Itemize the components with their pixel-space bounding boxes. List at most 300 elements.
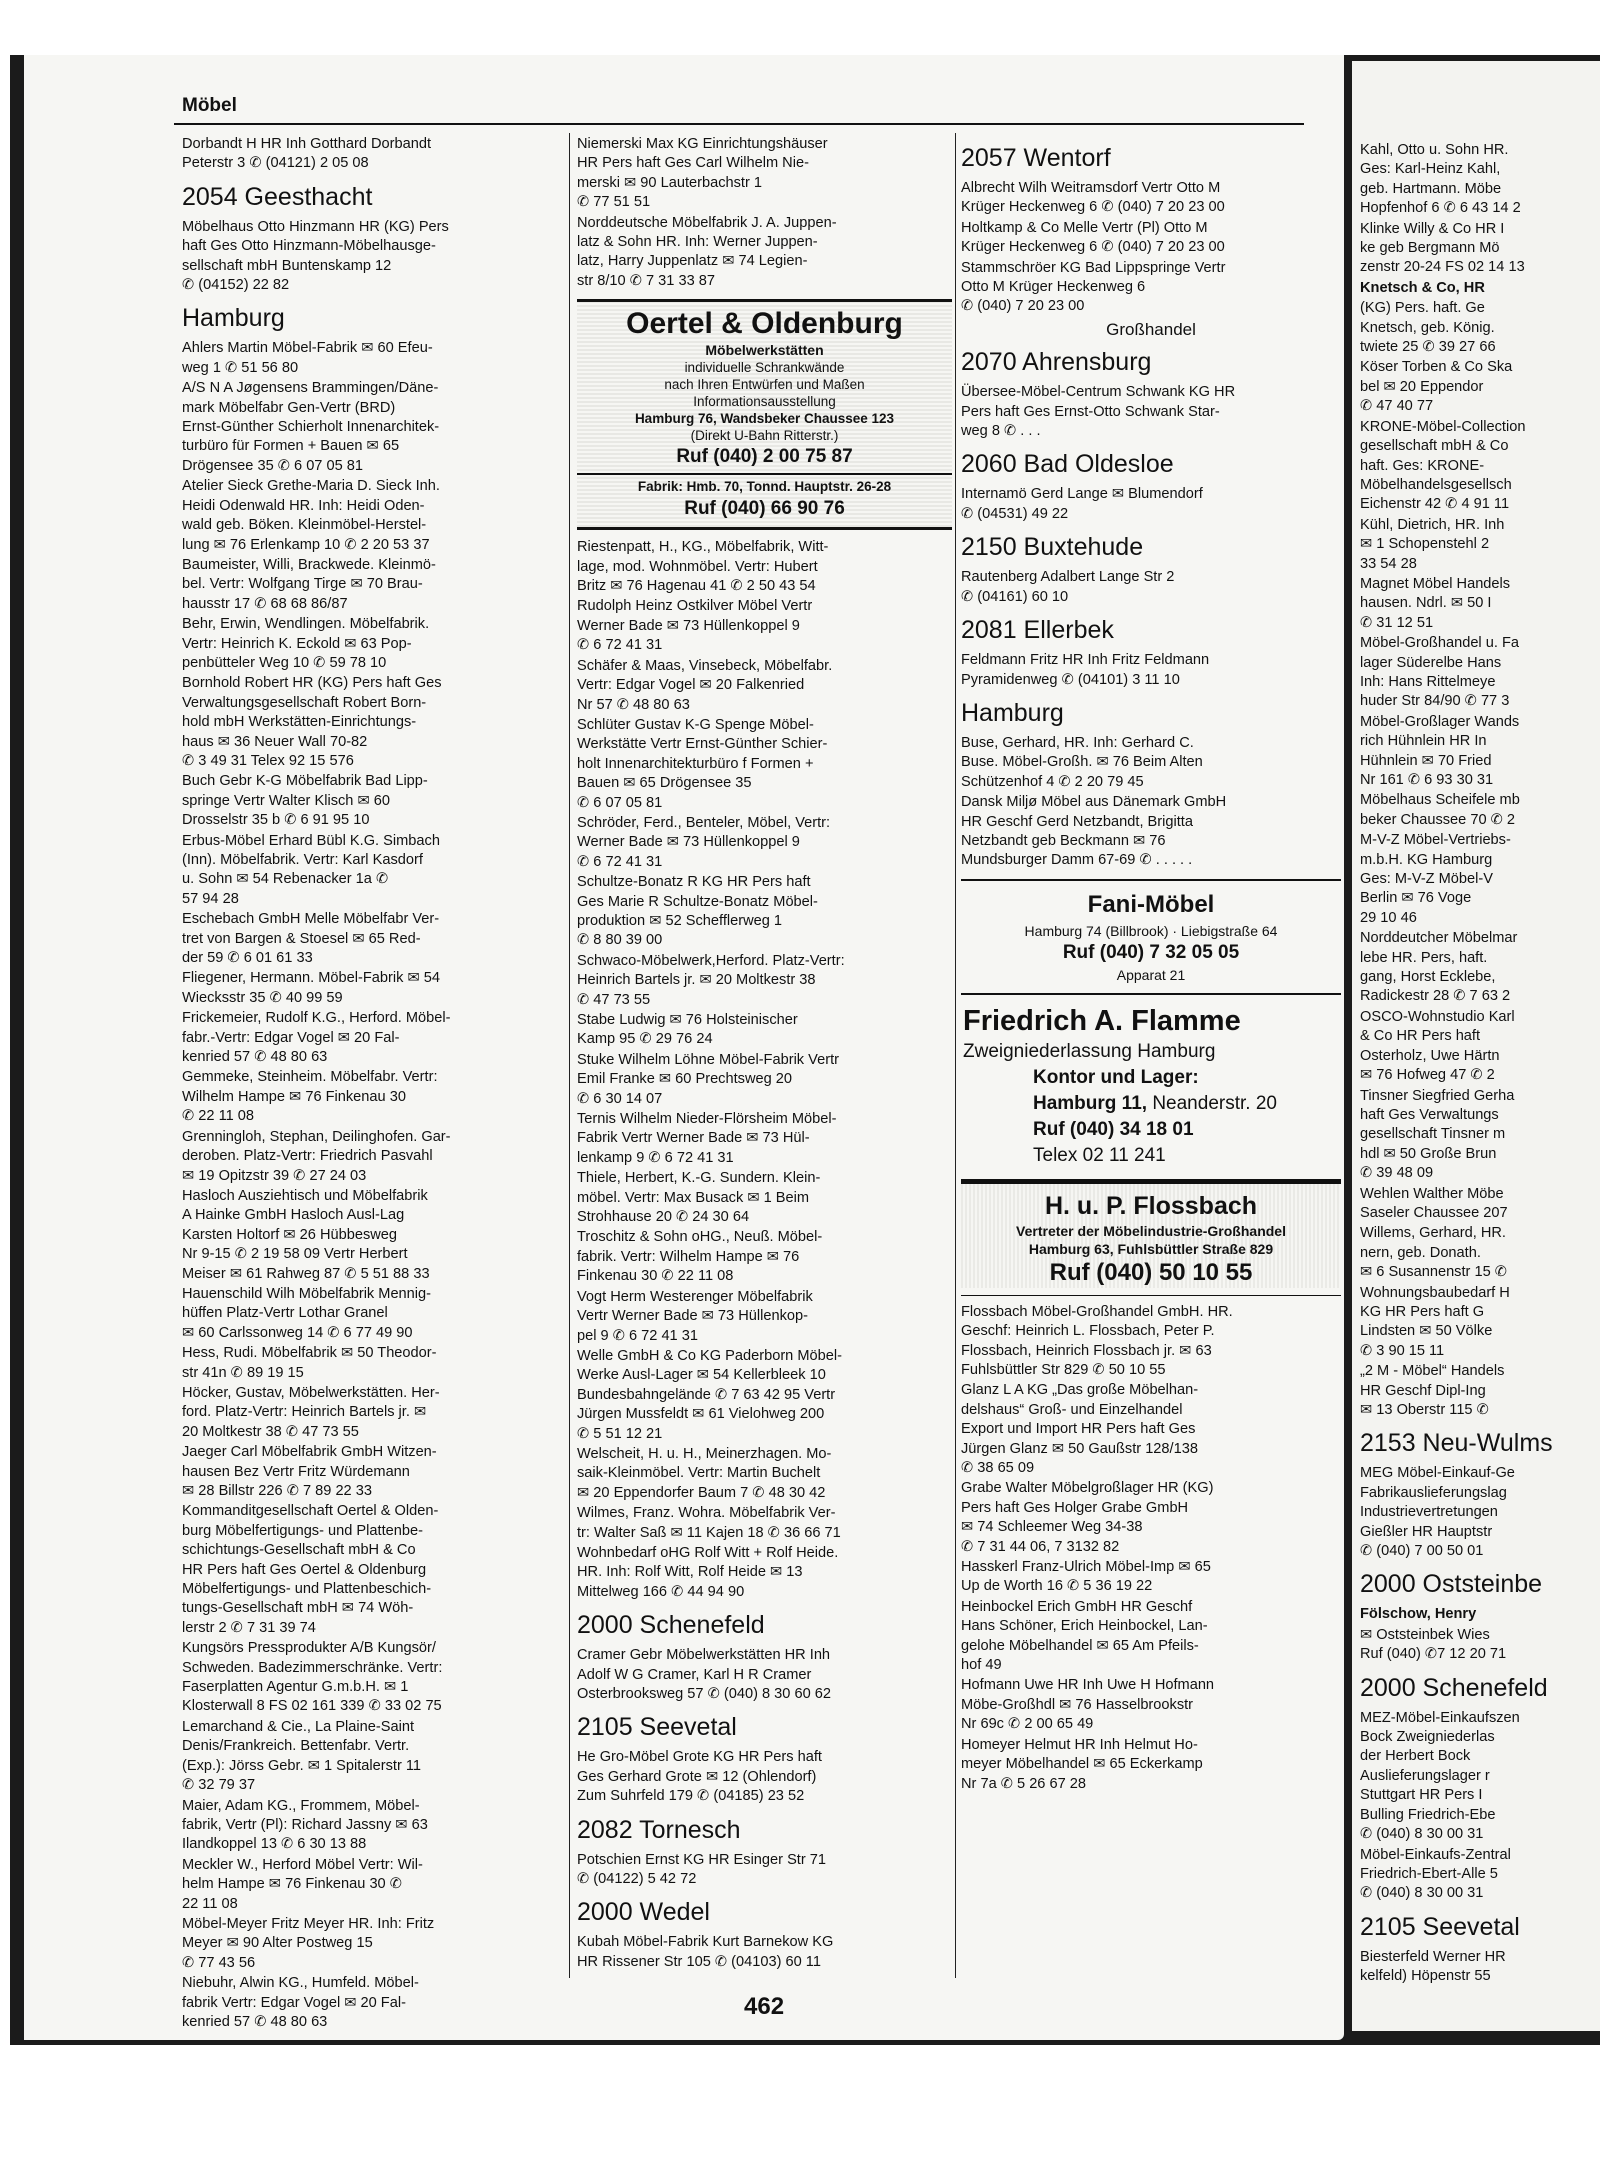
entry-line: Internamö Gerd Lange ✉ Blumendorf <box>961 486 1203 503</box>
entry-line: HR Pers haft Ges Carl Wilhelm Nie- <box>577 155 809 172</box>
entry-line: Schweden. Badezimmerschränke. Vertr: <box>182 1659 443 1676</box>
entry-line: gesellschaft mbH & Co <box>1360 438 1509 455</box>
entry-line: Schäfer & Maas, Vinsebeck, Möbelfabr. <box>577 657 833 674</box>
running-head: Möbel <box>182 95 237 116</box>
entry-line: Gießler HR Hauptstr <box>1360 1523 1493 1540</box>
entry-line: haft Ges Verwaltungs <box>1360 1106 1499 1123</box>
ad-oertel-oldenburg <box>577 299 952 530</box>
ad-address-city: Hamburg 11, <box>1033 1092 1148 1114</box>
ad-line: nach Ihren Entwürfen und Maßen <box>664 377 865 393</box>
directory-entry <box>1360 929 1600 1007</box>
entry-line: hausen Bez Vertr Fritz Würdemann <box>182 1463 410 1480</box>
directory-entry <box>182 615 557 673</box>
entry-line: Dorbandt H HR Inh Gotthard Dorbandt <box>182 136 432 152</box>
entry-line: Riestenpatt, H., KG., Möbelfabrik, Witt- <box>577 539 829 556</box>
directory-entry <box>182 1068 557 1126</box>
ad-separator <box>961 1295 1341 1296</box>
directory-entry <box>182 832 557 910</box>
directory-entry <box>961 1479 1341 1557</box>
entry-line: gelohe Möbelhandel ✉ 65 Am Pfeils- <box>961 1637 1199 1654</box>
entry-line: ✉ 13 Oberstr 115 ✆ <box>1360 1402 1489 1418</box>
entry-line: Frickemeier, Rudolf K.G., Herford. Möbel- <box>182 1010 451 1027</box>
ad-factory-phone: Ruf (040) 66 90 76 <box>684 498 845 520</box>
directory-entry <box>577 135 952 213</box>
entry-line: Fuhlsbüttler Str 829 ✆ 50 10 55 <box>961 1361 1166 1378</box>
directory-entry <box>182 910 557 968</box>
entry-line: ✆ (040) 7 20 23 00 <box>961 298 1085 315</box>
entry-line: Möbel-Meyer Fritz Meyer HR. Inh: Fritz <box>182 1915 435 1932</box>
directory-entry <box>577 1110 952 1168</box>
directory-entry <box>1360 1464 1600 1561</box>
ad-phone: Ruf (040) 7 32 05 05 <box>1062 941 1240 963</box>
directory-entry <box>961 1381 1341 1478</box>
entry-line: Norddeutsche Möbelfabrik J. A. Juppen- <box>577 214 837 231</box>
entry-line: Ges: M-V-Z Möbel-V <box>1360 871 1493 888</box>
ad-name: Oertel & Oldenburg <box>626 307 903 341</box>
directory-entry <box>182 339 557 378</box>
directory-entry <box>577 1011 952 1050</box>
entry-line: bel. Vertr: Wolfgang Tirge ✉ 70 Brau- <box>182 576 423 593</box>
book-scan <box>10 55 1600 2045</box>
entry-line: Bundesbahngelände ✆ 7 63 42 95 Vertr <box>577 1386 836 1403</box>
entry-line: Maier, Adam KG., Frommem, Möbel- <box>182 1797 420 1814</box>
entry-line: Magnet Möbel Handels <box>1360 575 1511 592</box>
directory-entry <box>182 1009 557 1067</box>
entry-line: Möbelhandelsgesellsch <box>1360 476 1512 493</box>
entry-line: Jürgen Glanz ✉ 50 Gaußstr 128/138 <box>961 1440 1198 1457</box>
entry-line: latz & Sohn HR. Inh: Werner Juppen- <box>577 234 818 251</box>
directory-entry <box>577 814 952 872</box>
directory-entry <box>577 1445 952 1503</box>
entry-line: Up de Worth 16 ✆ 5 36 19 22 <box>961 1578 1153 1595</box>
column-divider <box>955 133 956 1978</box>
entry-line: (Inn). Möbelfabrik. Vertr: Karl Kasdorf <box>182 852 423 868</box>
entry-line: Albrecht Wilh Weitramsdorf Vertr Otto M <box>961 180 1221 196</box>
directory-entry <box>577 716 952 813</box>
entry-line: Atelier Sieck Grethe-Maria D. Sieck Inh. <box>182 478 440 495</box>
directory-entry <box>182 218 557 296</box>
city-heading: 2000 Schenefeld <box>1360 1673 1548 1702</box>
city-heading: 2105 Seevetal <box>1360 1912 1520 1941</box>
entry-line: ✆ 47 40 77 <box>1360 398 1434 415</box>
entry-line: Eschebach GmbH Melle Möbelfabr Ver- <box>182 911 440 928</box>
entry-line: wald geb. Böken. Kleinmöbel-Herstel- <box>182 517 427 534</box>
entry-line: Wilmes, Franz. Wohra. Möbelfabrik Ver- <box>577 1505 836 1522</box>
directory-entry <box>182 1187 557 1284</box>
ad-address <box>963 1091 1341 1117</box>
entry-line: Willems, Gerhard, HR. <box>1360 1225 1506 1242</box>
entry-line: ✆ 31 12 51 <box>1360 614 1434 631</box>
directory-entry <box>182 1285 557 1343</box>
entry-line: HR. Inh: Rolf Witt, Rolf Heide ✉ 13 <box>577 1564 803 1581</box>
ad-phone: Ruf (040) 34 18 01 <box>1033 1118 1194 1140</box>
entry-line: Stuttgart HR Pers I <box>1360 1787 1483 1804</box>
ad-branch: Zweigniederlassung Hamburg <box>963 1040 1216 1062</box>
ad-separator <box>961 879 1341 881</box>
entry-line: ✆ 3 49 31 Telex 92 15 576 <box>182 752 354 769</box>
entry-line: lager Süderelbe Hans <box>1360 654 1502 671</box>
directory-entry <box>1360 1008 1600 1086</box>
entry-line: holt Innenarchitekturbüro f Formen + <box>577 755 814 772</box>
directory-entry <box>577 538 952 596</box>
entry-line: Ilandkoppel 13 ✆ 6 30 13 88 <box>182 1836 367 1853</box>
entry-line: HR Geschf Dipl-Ing <box>1360 1382 1486 1399</box>
entry-line: Bock Zweigniederlas <box>1360 1729 1495 1746</box>
column-1 <box>182 135 557 2033</box>
entry-line: bel ✉ 20 Eppendor <box>1360 378 1484 395</box>
directory-entry <box>961 259 1341 317</box>
entry-line: Friedrich-Ebert-Alle 5 <box>1360 1865 1498 1882</box>
ad-address: Hamburg 63, Fuhlsbüttler Straße 829 <box>1028 1240 1274 1257</box>
entry-line: Ges Gerhard Grote ✉ 12 (Ohlendorf) <box>577 1768 817 1785</box>
entry-line: Hasloch Ausziehtisch und Möbelfabrik <box>182 1187 428 1204</box>
entry-line: ✉ Oststeinbek Wies <box>1360 1626 1490 1643</box>
entry-line: ✆ 77 51 51 <box>577 194 651 211</box>
entry-line: zenstr 20-24 FS 02 14 13 <box>1360 259 1525 276</box>
entry-line: ✉ 6 Susannenstr 15 ✆ <box>1360 1264 1507 1281</box>
directory-entry <box>1360 1224 1600 1282</box>
entry-line: Schwaco-Möbelwerk,Herford. Platz-Vertr: <box>577 952 845 969</box>
entry-line: fabrik Vertr: Edgar Vogel ✉ 20 Fal- <box>182 1994 406 2011</box>
entry-line: deroben. Platz-Vertr: Friedrich Pasvahl <box>182 1148 433 1165</box>
entry-line: Export und Import HR Pers haft Ges <box>961 1421 1196 1438</box>
entry-line: MEG Möbel-Einkauf-Ge <box>1360 1465 1515 1482</box>
directory-entry <box>961 179 1341 218</box>
column-3-entries <box>961 1303 1341 1794</box>
entry-line: Kahl, Otto u. Sohn HR. <box>1360 142 1509 158</box>
directory-entry <box>577 1288 952 1346</box>
entry-line: Welscheit, H. u. H., Meinerzhagen. Mo- <box>577 1445 832 1462</box>
entry-line: ✆ (04152) 22 82 <box>182 277 290 294</box>
directory-entry <box>1360 358 1600 416</box>
entry-line: ford. Platz-Vertr: Heinrich Bartels jr. ✉ <box>182 1404 427 1421</box>
entry-line: Hopfenhof 6 ✆ 6 43 14 2 <box>1360 200 1521 217</box>
directory-entry <box>1360 220 1600 278</box>
entry-line: hausstr 17 ✆ 68 68 86/87 <box>182 595 348 612</box>
entry-line: Karsten Holtorf ✉ 26 Hübbesweg <box>182 1226 398 1243</box>
entry-line: Wohnbedarf oHG Rolf Witt + Rolf Heide. <box>577 1544 839 1561</box>
entry-line: Vogt Herm Westerenger Möbelfabrik <box>577 1288 813 1305</box>
city-heading: Hamburg <box>961 698 1064 727</box>
entry-line: ✆ (040) 8 30 00 31 <box>1360 1826 1484 1843</box>
directory-entry <box>577 1051 952 1109</box>
directory-entry <box>577 1504 952 1543</box>
entry-line: Möbel-Großlager Wands <box>1360 713 1520 730</box>
entry-line: lebe HR. Pers, haft. <box>1360 949 1488 966</box>
entry-line: Saseler Chaussee 207 <box>1360 1204 1508 1221</box>
ad-sub: Vertreter der Möbelindustrie-Großhandel <box>1016 1222 1286 1239</box>
entry-line: Köser Torben & Co Ska <box>1360 359 1513 376</box>
city-heading: 2105 Seevetal <box>577 1713 737 1742</box>
entry-line: Schröder, Ferd., Benteler, Möbel, Vertr: <box>577 814 831 831</box>
entry-line: Nr 69c ✆ 2 00 65 49 <box>961 1716 1094 1733</box>
entry-line: Heinbockel Erich GmbH HR Geschf <box>961 1598 1193 1615</box>
entry-line: Industrievertretungen <box>1360 1504 1498 1521</box>
entry-line: Verwaltungsgesellschaft Robert Born- <box>182 694 427 711</box>
entry-line: Hess, Rudi. Möbelfabrik ✉ 50 Theodor- <box>182 1345 437 1362</box>
entry-line: ✆ 38 65 09 <box>961 1460 1035 1476</box>
entry-line: nern, geb. Donath. <box>1360 1244 1481 1261</box>
entry-line: Biesterfeld Werner HR <box>1360 1948 1506 1965</box>
ad-sub: Möbelwerkstätten <box>705 342 824 359</box>
directory-entry <box>182 1797 557 1855</box>
ad-friedrich-flamme <box>961 1003 1341 1169</box>
entry-line: Schultze-Bonatz R KG HR Pers haft <box>577 874 811 891</box>
entry-line: Möbelhaus Scheifele mb <box>1360 792 1520 809</box>
entry-line: Emil Franke ✉ 60 Prechtsweg 20 <box>577 1071 793 1088</box>
entry-line: Nr 57 ✆ 48 80 63 <box>577 696 690 713</box>
entry-line: Buch Gebr K-G Möbelfabrik Bad Lipp- <box>182 773 428 790</box>
directory-entry <box>182 1718 557 1796</box>
entry-line: str 8/10 ✆ 7 31 33 87 <box>577 272 715 289</box>
entry-line: Rautenberg Adalbert Lange Str 2 <box>961 569 1175 586</box>
entry-line: Kubah Möbel-Fabrik Kurt Barnekow KG <box>577 1934 834 1951</box>
entry-line: Ahlers Martin Möbel-Fabrik ✉ 60 Efeu- <box>182 340 433 357</box>
column-2-entries <box>577 538 952 1972</box>
entry-line: ✆ 6 07 05 81 <box>577 794 663 811</box>
directory-entry <box>1360 1846 1600 1904</box>
entry-line: der 59 ✆ 6 01 61 33 <box>182 950 313 967</box>
directory-entry <box>961 1303 1341 1381</box>
directory-entry <box>182 772 557 830</box>
entry-line: Pers haft Ges Ernst-Otto Schwank Star- <box>961 403 1220 420</box>
entry-line: Bauen ✉ 65 Drögensee 35 <box>577 775 752 792</box>
entry-line: ✆ 6 72 41 31 <box>577 637 663 654</box>
entry-line: weg 8 ✆ . . . <box>961 423 1041 440</box>
entry-line: ✆ 6 72 41 31 <box>577 853 663 870</box>
directory-entry <box>1360 1605 1600 1624</box>
entry-line: ✆ 7 31 44 06, 7 3132 82 <box>961 1538 1120 1555</box>
directory-entry <box>577 1933 952 1972</box>
entry-line: ✆ 77 43 56 <box>182 1954 256 1971</box>
entry-line: burg Möbelfertigungs- und Plattenbe- <box>182 1522 423 1539</box>
entry-line: ✆ (040) 8 30 00 31 <box>1360 1885 1484 1902</box>
entry-line: (Exp.): Jörss Gebr. ✉ 1 Spitalerstr 11 <box>182 1757 422 1774</box>
entry-line: Buse, Gerhard, HR. Inh: Gerhard C. <box>961 734 1194 751</box>
entry-line: Hans Schöner, Erich Heinbockel, Lan- <box>961 1618 1208 1635</box>
entry-line: Stuke Wilhelm Löhne Möbel-Fabrik Vertr <box>577 1051 839 1068</box>
entry-line: 22 11 08 <box>182 1895 238 1912</box>
entry-line: delshaus“ Groß- und Einzelhandel <box>961 1401 1183 1418</box>
entry-line: Möbe-Großhdl ✉ 76 Hasselbrookstr <box>961 1696 1194 1713</box>
entry-line: Schützenhof 4 ✆ 2 20 79 45 <box>961 773 1144 790</box>
directory-entry <box>182 1344 557 1383</box>
entry-line: Wilhelm Hampe ✉ 76 Finkenau 30 <box>182 1088 406 1105</box>
entry-line: Hühnlein ✉ 70 Fried <box>1360 752 1492 769</box>
left-page <box>24 55 1344 2040</box>
entry-line: ✉ 1 Schopenstehl 2 <box>1360 536 1490 553</box>
entry-line: Dansk Miljø Möbel aus Dänemark GmbH <box>961 794 1227 811</box>
entry-line: ✆ (04161) 60 10 <box>961 588 1069 605</box>
entry-line: helm Hampe ✉ 76 Finkenau 30 ✆ <box>182 1876 402 1893</box>
entry-line: Kühl, Dietrich, HR. Inh <box>1360 516 1505 533</box>
entry-line: Glanz L A KG „Das große Möbelhan- <box>961 1382 1199 1399</box>
directory-entry <box>1360 141 1600 219</box>
entry-line: Strohhause 20 ✆ 24 30 64 <box>577 1209 750 1226</box>
entry-line: fabrik. Vertr: Wilhelm Hampe ✉ 76 <box>577 1248 800 1265</box>
directory-entry <box>961 568 1341 607</box>
ad-address-note: (Direkt U-Bahn Ritterstr.) <box>690 428 839 444</box>
entry-line: ✆ (04122) 5 42 72 <box>577 1871 697 1888</box>
entry-line: Pers haft Ges Holger Grabe GmbH <box>961 1499 1189 1516</box>
entry-line: hausen. Ndrl. ✉ 50 I <box>1360 595 1492 612</box>
entry-line: Baumeister, Willi, Brackwede. Kleinmö- <box>182 556 436 573</box>
entry-line: fabr.-Vertr: Edgar Vogel ✉ 20 Fal- <box>182 1029 400 1046</box>
entry-line: saik-Kleinmöbel. Vertr: Martin Buchelt <box>577 1465 821 1482</box>
city-heading: 2070 Ahrensburg <box>961 348 1152 377</box>
directory-entry <box>577 1347 952 1444</box>
column-3-entries-top <box>961 141 1341 871</box>
entry-line: Fliegener, Hermann. Möbel-Fabrik ✉ 54 <box>182 970 440 987</box>
directory-entry <box>1360 418 1600 515</box>
entry-line: KRONE-Möbel-Collection <box>1360 418 1526 435</box>
page-number: 462 <box>744 1993 785 2020</box>
entry-line: Ges: Karl-Heinz Kahl, <box>1360 161 1501 178</box>
entry-line: Vertr: Heinrich K. Eckold ✉ 63 Pop- <box>182 635 412 652</box>
entry-line: Grabe Walter Möbelgroßlager HR (KG) <box>961 1480 1214 1497</box>
directory-entry <box>577 1544 952 1602</box>
entry-line: ✉ 74 Schleemer Weg 34-38 <box>961 1519 1143 1536</box>
directory-entry <box>577 1851 952 1890</box>
entry-line: hüffen Platz-Vertr Lothar Granel <box>182 1305 388 1322</box>
directory-entry <box>1360 1362 1600 1420</box>
entry-line: Krüger Heckenweg 6 ✆ (040) 7 20 23 00 <box>961 239 1225 256</box>
directory-entry <box>961 734 1341 792</box>
entry-line: Hofmann Uwe HR Inh Uwe H Hofmann <box>961 1677 1215 1694</box>
city-heading: 2000 Wedel <box>577 1898 710 1927</box>
entry-line: Netzbandt geb Beckmann ✉ 76 <box>961 832 1166 849</box>
entry-line: Eichenstr 42 ✆ 4 91 11 <box>1360 496 1510 513</box>
entry-line: pel 9 ✆ 6 72 41 31 <box>577 1327 698 1344</box>
directory-entry <box>182 1502 557 1638</box>
entry-line: Berlin ✉ 76 Voge <box>1360 890 1472 907</box>
city-heading: 2082 Tornesch <box>577 1815 741 1844</box>
directory-entry <box>182 135 557 174</box>
ad-address: Hamburg 76, Wandsbeker Chaussee 123 <box>634 411 895 427</box>
ad-flossbach <box>961 1179 1341 1288</box>
entry-line: Stabe Ludwig ✉ 76 Holsteinischer <box>577 1012 798 1028</box>
entry-line: u. Sohn ✉ 54 Rebenacker 1a ✆ <box>182 871 389 888</box>
entry-line: Grenningloh, Stephan, Deilinghofen. Gar- <box>182 1128 451 1145</box>
directory-entry <box>182 1856 557 1914</box>
directory-entry <box>1360 516 1600 574</box>
city-heading: 2060 Bad Oldesloe <box>961 450 1174 479</box>
entry-line: Finkenau 30 ✆ 22 11 08 <box>577 1268 734 1285</box>
entry-line: Möbelfertigungs- und Plattenbeschich- <box>182 1581 432 1598</box>
entry-line: Inh: Hans Rittelmeye <box>1360 673 1496 690</box>
entry-line: 29 10 46 <box>1360 909 1417 926</box>
directory-entry <box>1360 831 1600 928</box>
entry-line: ke geb Bergmann Mö <box>1360 240 1500 257</box>
entry-line: Meyer ✉ 90 Alter Postweg 15 <box>182 1935 373 1952</box>
entry-line: Faserplatten Agentur G.m.b.H. ✉ 1 <box>182 1679 409 1696</box>
entry-line: MEZ-Möbel-Einkaufszen <box>1360 1709 1520 1726</box>
entry-line: Rudolph Heinz Ostkilver Möbel Vertr <box>577 598 813 615</box>
entry-line: gesellschaft Tinsner m <box>1360 1126 1506 1143</box>
city-heading: 2081 Ellerbek <box>961 616 1114 645</box>
city-heading: Hamburg <box>182 304 285 333</box>
directory-entry <box>182 1974 557 2032</box>
entry-line: M-V-Z Möbel-Vertriebs- <box>1360 832 1511 849</box>
directory-entry <box>1360 1709 1600 1845</box>
entry-line: Nr 161 ✆ 6 93 30 31 <box>1360 772 1494 788</box>
directory-entry <box>1360 713 1600 791</box>
entry-line: lage, mod. Wohnmöbel. Vertr: Hubert <box>577 558 818 575</box>
entry-line: der Herbert Bock <box>1360 1748 1471 1765</box>
entry-line: ✉ 76 Hofweg 47 ✆ 2 <box>1360 1067 1495 1084</box>
entry-line: Werner Bade ✉ 73 Hüllenkoppel 9 <box>577 617 800 634</box>
ad-line: Informationsausstellung <box>693 394 836 410</box>
entry-line: Denis/Frankreich. Bettenfabr. Vertr. <box>182 1738 410 1755</box>
entry-line: Meiser ✉ 61 Rahweg 87 ✆ 5 51 88 33 <box>182 1265 430 1282</box>
ad-line: individuelle Schrankwände <box>684 360 845 376</box>
directory-entry <box>961 1598 1341 1676</box>
directory-entry <box>1360 279 1600 298</box>
entry-line: Klinke Willy & Co HR I <box>1360 220 1505 237</box>
directory-entry <box>182 969 557 1008</box>
directory-entry <box>1360 575 1600 633</box>
entry-line: Tinsner Siegfried Gerha <box>1360 1087 1515 1104</box>
entry-line: Adolf W G Cramer, Karl H R Cramer <box>577 1666 812 1683</box>
entry-line: Behr, Erwin, Wendlingen. Möbelfabrik. <box>182 616 430 633</box>
entry-line: Nr 9-15 ✆ 2 19 58 09 Vertr Herbert <box>182 1246 408 1263</box>
city-heading: 2000 Schenefeld <box>577 1611 765 1640</box>
directory-entry <box>961 485 1341 524</box>
directory-entry <box>182 1639 557 1717</box>
entry-line: latz, Harry Juppenlatz ✉ 74 Legien- <box>577 253 808 270</box>
entry-line: Knetsch, geb. König. <box>1360 319 1495 336</box>
entry-line: twiete 25 ✆ 39 27 66 <box>1360 339 1496 356</box>
entry-line: Meckler W., Herford Möbel Vertr: Wil- <box>182 1856 423 1873</box>
entry-line: Jürgen Mussfeldt ✉ 61 Vielohweg 200 <box>577 1406 825 1423</box>
entry-line: Holtkamp & Co Melle Vertr (Pl) Otto M <box>961 219 1208 236</box>
city-heading: 2000 Oststeinbe <box>1360 1570 1543 1599</box>
entry-line: meyer Möbelhandel ✉ 65 Eckerkamp <box>961 1756 1203 1773</box>
entry-line: penbütteler Weg 10 ✆ 59 78 10 <box>182 654 387 671</box>
entry-line: OSCO-Wohnstudio Karl <box>1360 1008 1515 1025</box>
entry-line: Werkstätte Vertr Ernst-Günther Schier- <box>577 736 828 753</box>
entry-line: sellschaft mbH Buntenskamp 12 <box>182 257 392 274</box>
city-heading: 2153 Neu-Wulms <box>1360 1429 1553 1458</box>
entry-line: ✉ 28 Billstr 226 ✆ 7 89 22 33 <box>182 1483 372 1499</box>
directory-entry <box>1360 1284 1600 1362</box>
entry-line: haft. Ges: KRONE- <box>1360 457 1485 474</box>
directory-entry <box>182 1384 557 1442</box>
entry-line: Radickestr 28 ✆ 7 63 2 <box>1360 988 1511 1005</box>
directory-entry <box>961 219 1341 258</box>
directory-entry <box>182 556 557 614</box>
entry-line: ✆ 47 73 55 <box>577 991 651 1008</box>
entry-line: & Co HR Pers haft <box>1360 1028 1481 1045</box>
directory-entry <box>577 597 952 655</box>
column-divider <box>569 133 570 1978</box>
entry-line: ✆ 6 30 14 07 <box>577 1090 663 1107</box>
entry-line: haus ✉ 36 Neuer Wall 70-82 <box>182 733 368 750</box>
entry-line: Cramer Gebr Möbelwerkstätten HR Inh <box>577 1647 831 1664</box>
entry-line: Geschf: Heinrich L. Flossbach, Peter P. <box>961 1323 1215 1340</box>
entry-line: Wehlen Walther Möbe <box>1360 1185 1504 1202</box>
entry-line: Fabrik Vertr Werner Bade ✉ 73 Hül- <box>577 1130 810 1147</box>
entry-line: Krüger Heckenweg 6 ✆ (040) 7 20 23 00 <box>961 199 1225 216</box>
entry-line: rich Hühnlein HR In <box>1360 733 1487 750</box>
ad-name: Fani-Möbel <box>1087 890 1215 918</box>
entry-line: Drögensee 35 ✆ 6 07 05 81 <box>182 457 363 474</box>
ad-telex: Telex 02 11 241 <box>1033 1144 1166 1166</box>
entry-line: Buse. Möbel-Großh. ✉ 76 Beim Alten <box>961 754 1203 771</box>
entry-line: hof 49 <box>961 1657 1002 1674</box>
entry-line: Bornhold Robert HR (KG) Pers haft Ges <box>182 675 442 692</box>
city-heading: 2057 Wentorf <box>961 144 1111 172</box>
